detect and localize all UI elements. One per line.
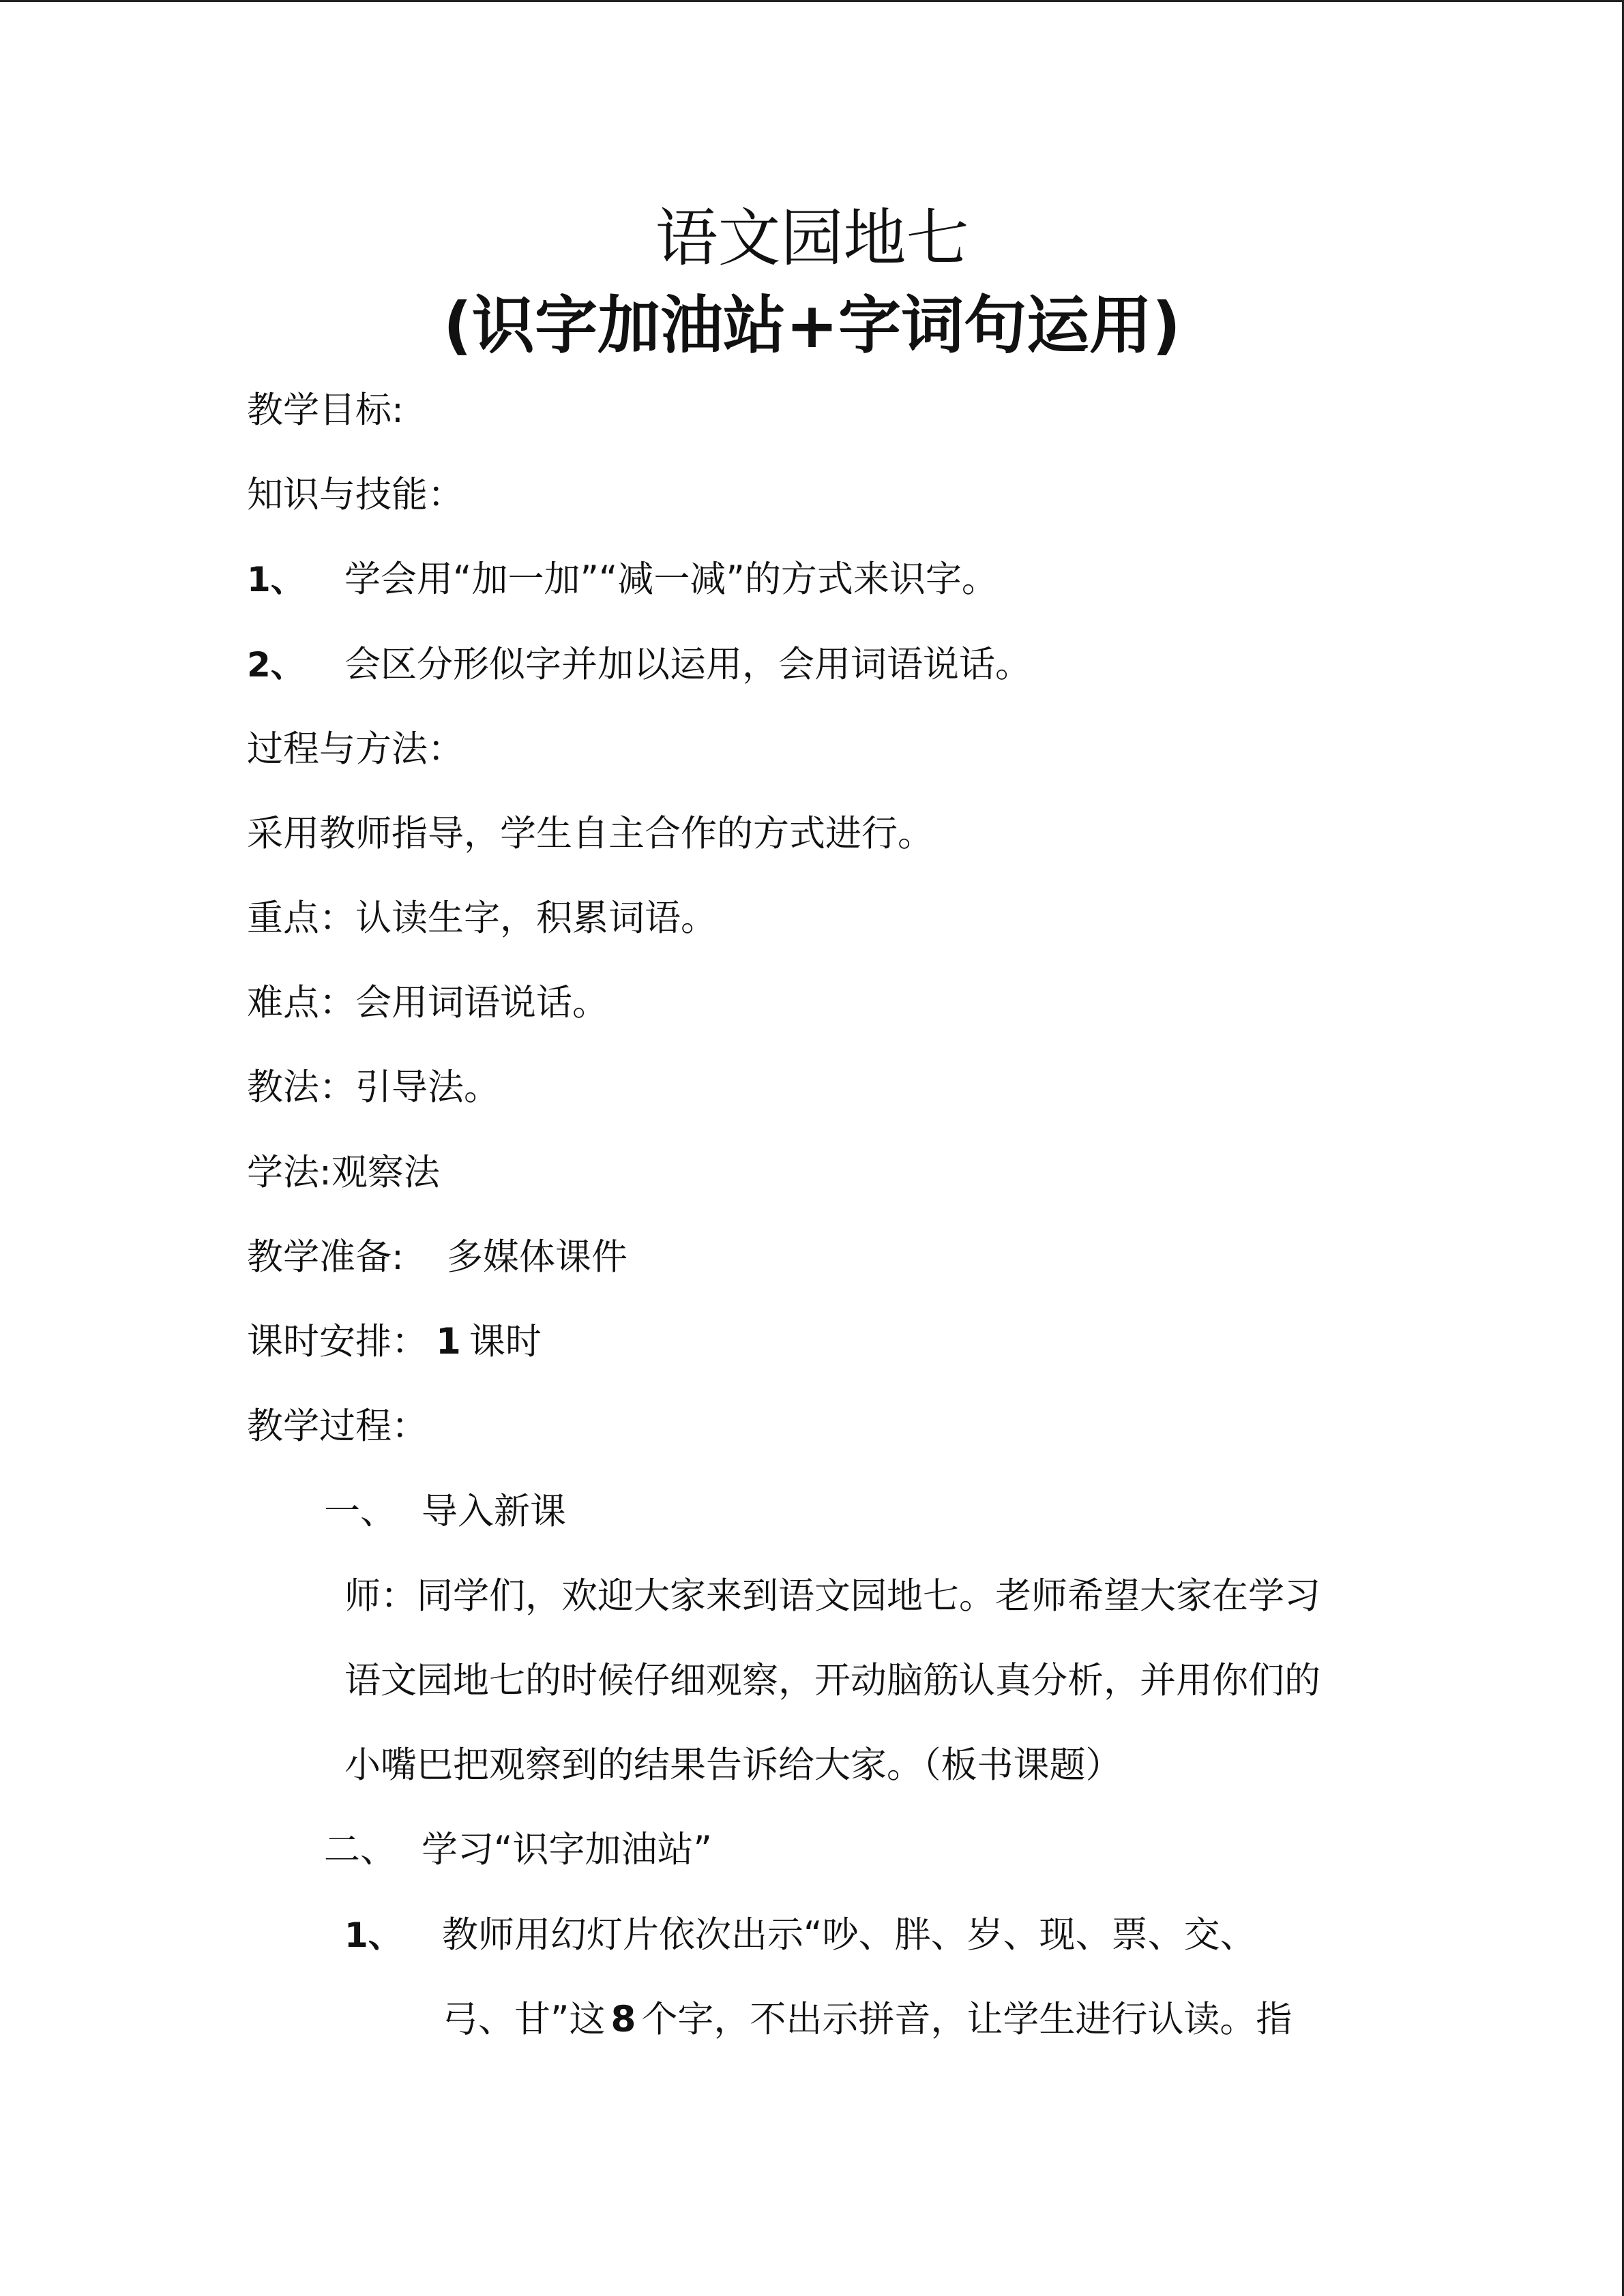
objective-1-number: 1、 bbox=[247, 560, 305, 599]
teaching-method: 教法：引导法。 bbox=[247, 1067, 500, 1108]
schedule-unit: 课时 bbox=[469, 1321, 542, 1362]
learning-method: 学法:观察法 bbox=[247, 1152, 440, 1193]
schedule-label: 课时安排： bbox=[247, 1321, 428, 1362]
teaching-process-heading: 教学过程： bbox=[247, 1405, 428, 1447]
knowledge-heading: 知识与技能： bbox=[247, 474, 464, 516]
section-2-number: 二、 bbox=[324, 1829, 396, 1870]
process-method-text: 采用教师指导，学生自主合作的方式进行。 bbox=[247, 813, 934, 854]
section-2-step-1-line-1: 教师用幻灯片依次出示“吵、胖、岁、现、票、交、 bbox=[442, 1914, 1256, 1956]
difficulty: 难点：会用词语说话。 bbox=[247, 982, 608, 1024]
section-1-paragraph-line-2: 语文园地七的时候仔细观察，开动脑筋认真分析，并用你们的 bbox=[344, 1660, 1320, 1701]
objective-2-text: 会区分形似字并加以运用，会用词语说话。 bbox=[344, 644, 1031, 685]
section-1-paragraph-line-3: 小嘴巴把观察到的结果告诉给大家。（板书课题） bbox=[344, 1744, 1122, 1786]
section-2-title: 学习“识字加油站” bbox=[422, 1829, 712, 1870]
document-title: 语文园地七 bbox=[655, 202, 969, 275]
objectives-heading: 教学目标: bbox=[247, 389, 404, 431]
step-line-2-end: 个字，不出示拼音，让学生进行认读。指 bbox=[641, 1999, 1293, 2040]
objective-1-text: 学会用“加一加”“减一减”的方式来识字。 bbox=[344, 558, 998, 600]
section-2-step-1-number: 1、 bbox=[344, 1915, 402, 1955]
section-1-number: 一、 bbox=[324, 1491, 396, 1532]
section-1-paragraph-line-1: 师：同学们，欢迎大家来到语文园地七。老师希望大家在学习 bbox=[344, 1575, 1320, 1617]
step-line-2-start: 弓、甘”这 bbox=[442, 1999, 606, 2040]
preparation-label: 教学准备: bbox=[247, 1236, 404, 1278]
schedule-row bbox=[247, 1318, 542, 1366]
document-subtitle: (识字加油站+字词句运用) bbox=[443, 289, 1181, 362]
preparation-value: 多媒体课件 bbox=[447, 1236, 628, 1278]
section-1-title: 导入新课 bbox=[422, 1491, 566, 1532]
key-point: 重点：认读生字，积累词语。 bbox=[247, 897, 717, 939]
objective-2-number: 2、 bbox=[247, 645, 305, 685]
schedule-number: 1 bbox=[436, 1321, 461, 1362]
character-count: 8 bbox=[610, 1999, 636, 2040]
section-2-step-1-line-2 bbox=[442, 1996, 1292, 2044]
process-method-heading: 过程与方法： bbox=[247, 728, 464, 770]
